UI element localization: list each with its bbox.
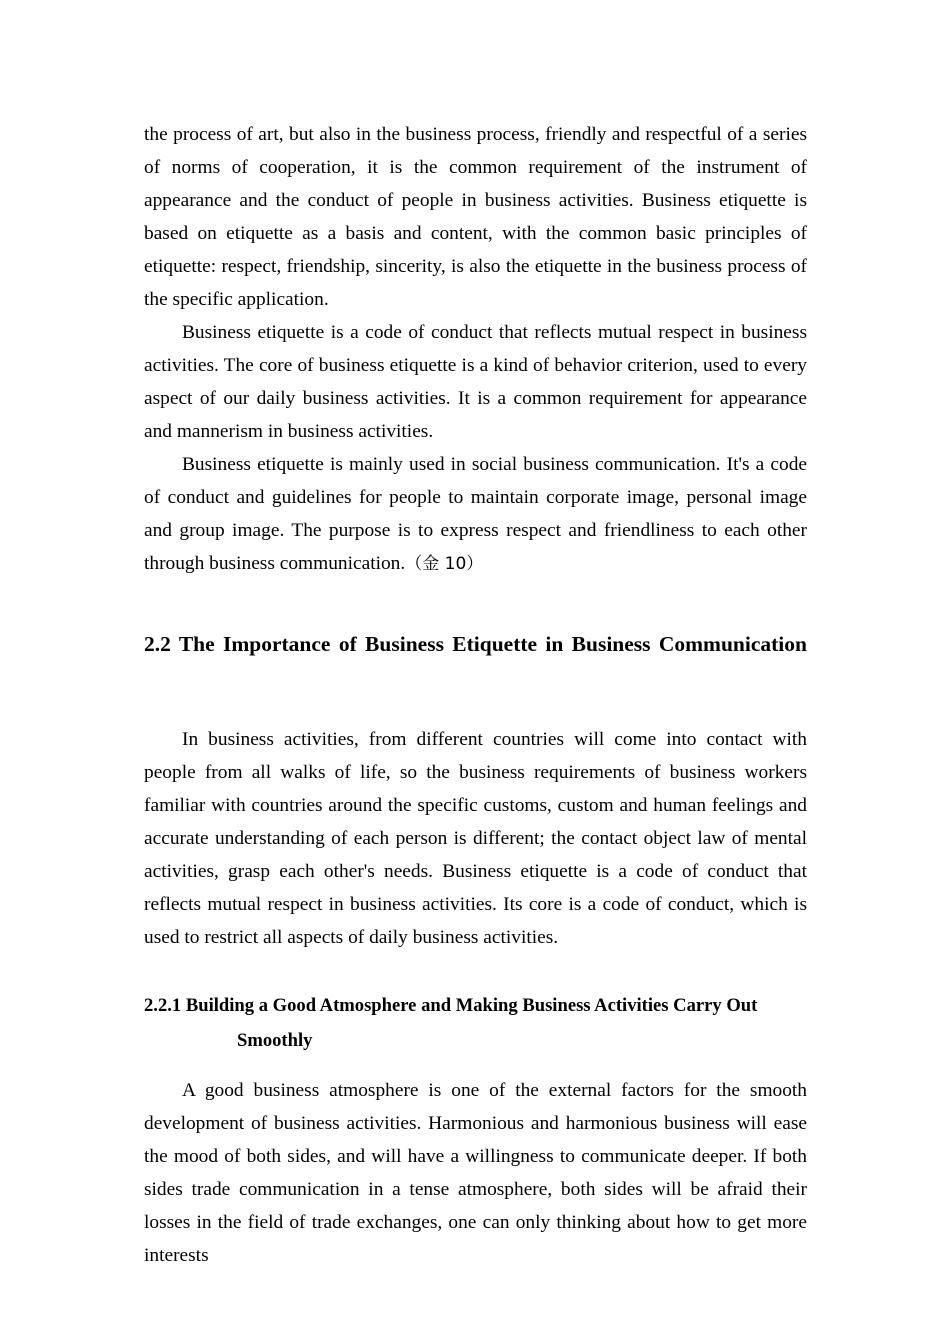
paragraph-continued-from-previous-page: the process of art, but also in the business process, friendly and respectful of a series of norms of cooperation, it is the common requirement of the instrument of appearance and the conduct of people in business activities. Business etiquette is based on etiquette as a basis and content, with the common basic principles of etiquette: respect, friendship, sincerity, is also the etiquette in the business process of the specific application. — [144, 124, 807, 310]
spacer-before-section-heading — [144, 581, 807, 627]
citation-reference: （金 10） — [405, 554, 484, 574]
paragraph-text: Business etiquette is mainly used in social business communication. It's a code of conduct and guidelines for people to maintain corporate image, personal image and group image. The purpose is to express respect and friendliness to each other through business communication. — [144, 454, 807, 574]
paragraph-business-etiquette-definition: Business etiquette is a code of conduct that reflects mutual respect in business activities. The core of business etiquette is a kind of behavior criterion, used to every aspect of our daily business activities. It is a common requirement for appearance and mannerism in business activities. — [144, 322, 807, 442]
spacer-after-section-heading — [144, 697, 807, 723]
paragraph-intercultural-business-activities: In business activities, from different countries will come into contact with people from all walks of life, so the business requirements of business workers familiar with countries around the specific customs, custom and human feelings and accurate understanding of each person is different; the contact object law of mental activities, grasp each other's needs. Business etiquette is a code of conduct that reflects mutual respect in business activities. Its core is a code of conduct, which is used to restrict all aspects of daily business activities. — [144, 729, 807, 948]
page-content-column — [144, 118, 807, 1305]
heading-subsection-2-2-1 — [144, 988, 807, 1058]
heading-section-2-2: 2.2 The Importance of Business Etiquette in Business Communication — [144, 632, 807, 656]
paragraph-good-business-atmosphere: A good business atmosphere is one of the external factors for the smooth development of business activities. Harmonious and harmonious business will ease the mood of both sides, and will have a willingness to communicate deeper. If both sides trade communication in a tense atmosphere, both sides will be afraid their losses in the field of trade exchanges, one can only thinking about how to get more interests — [144, 1080, 807, 1266]
spacer-after-subsection-heading — [144, 1058, 807, 1074]
subsection-heading-line-1: 2.2.1 Building a Good Atmosphere and Making Business Activities Carry Out — [144, 995, 758, 1016]
subsection-heading-line-2: Smoothly — [237, 1030, 313, 1051]
spacer-before-subsection-heading — [144, 954, 807, 988]
paragraph-business-etiquette-usage — [144, 448, 807, 581]
